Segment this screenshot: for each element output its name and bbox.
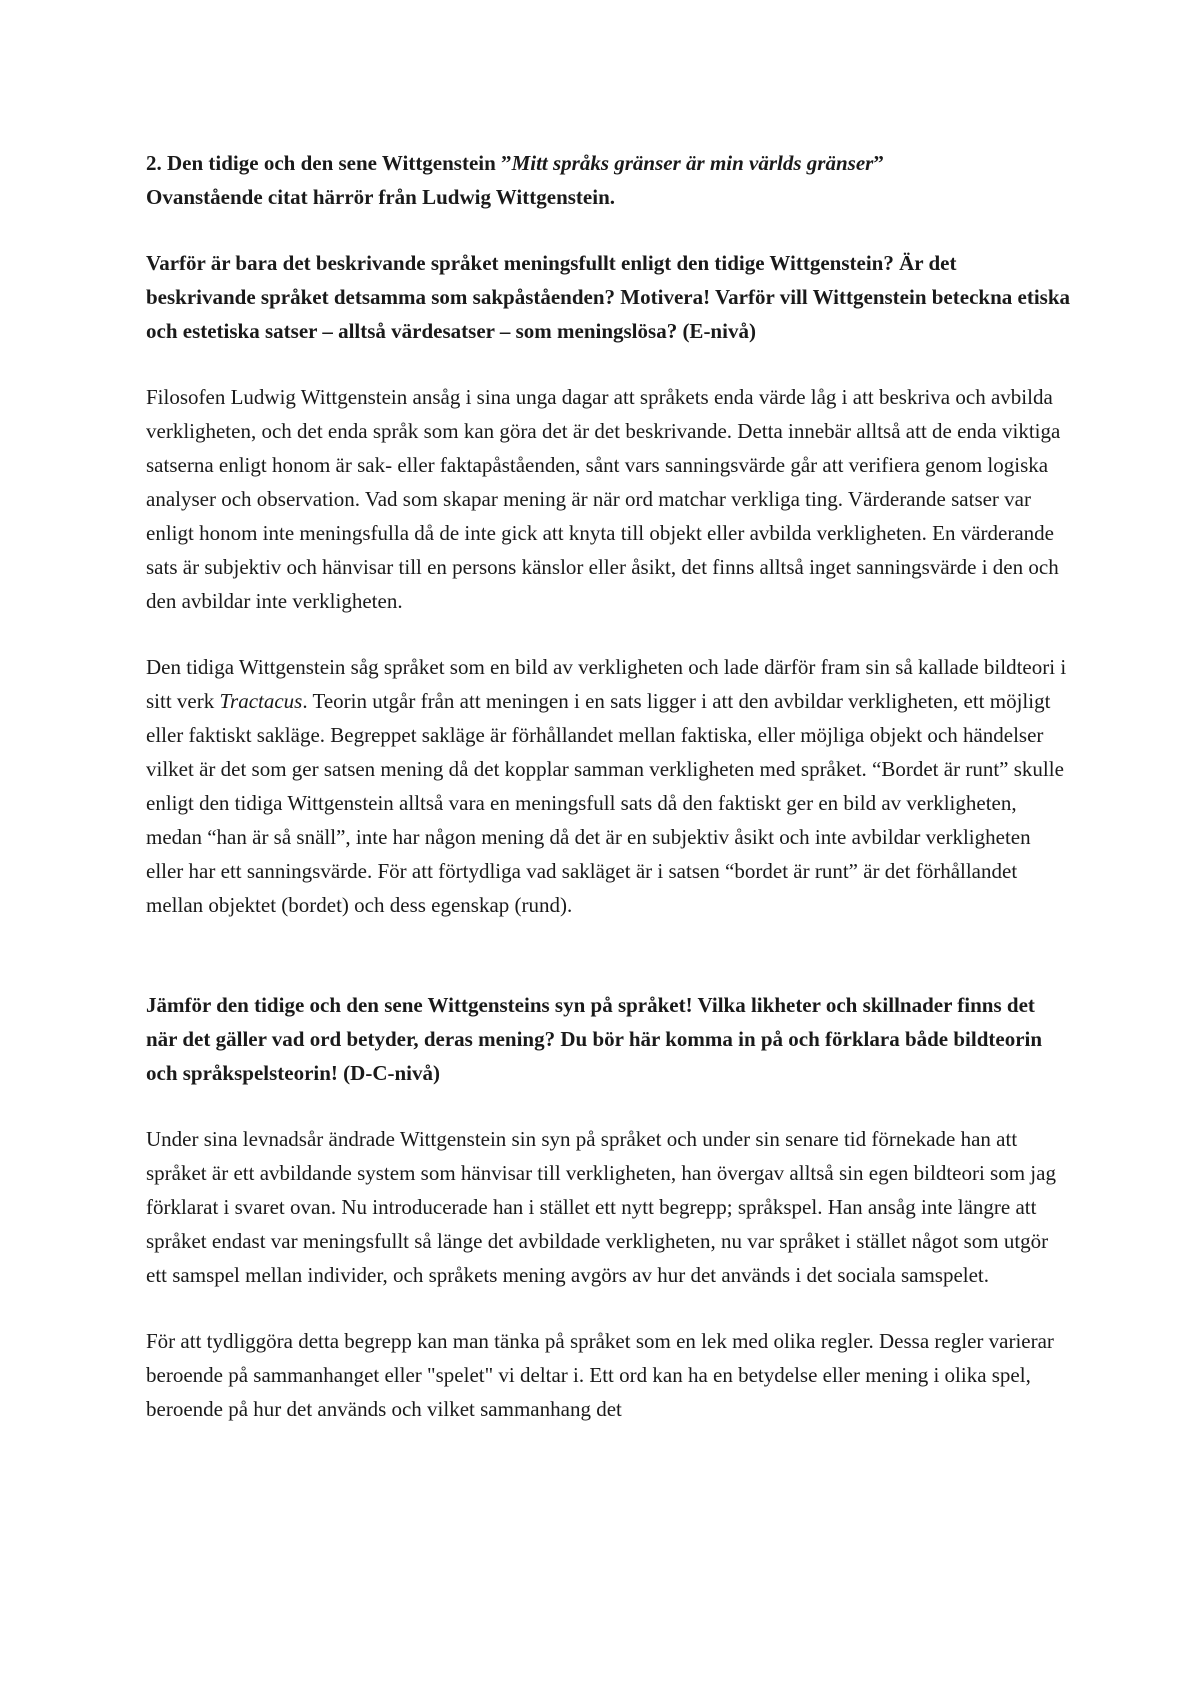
- work-title: Tractacus: [219, 689, 303, 713]
- answer-paragraph-bildteori: [146, 650, 1071, 922]
- paragraph-text-before: Den tidiga Wittgenstein såg språket som en bild av verkligheten och lade därför fram sin så kallade bildteori i sitt verk: [146, 655, 1067, 713]
- section-heading: [146, 146, 1071, 180]
- heading-quote: Mitt språks gränser är min världs gränser: [511, 151, 874, 175]
- answer-paragraph: Filosofen Ludwig Wittgenstein ansåg i sina unga dagar att språkets enda värde låg i att beskriva och avbilda verkligheten, och det enda språk som kan göra det är det beskrivande. Detta innebär alltså att de enda viktiga satserna enligt honom är sak- eller faktapåståenden, sånt vars sanningsvärde går att verifiera genom logiska analyser och observation. Vad som skapar mening är när ord matchar verkliga ting. Värderande satser var enligt honom inte meningsfulla då de inte gick att knyta till objekt eller avbilda verkligheten. En värderande sats är subjektiv och hänvisar till en persons känslor eller åsikt, det finns alltså inget sanningsvärde i den och den avbildar inte verkligheten.: [146, 385, 1061, 613]
- heading-quote-close: ”: [873, 151, 884, 175]
- heading-attribution: Ovanstående citat härrör från Ludwig Wittgenstein.: [146, 185, 616, 209]
- question-dc-level: Jämför den tidige och den sene Wittgensteins syn på språket! Vilka likheter och skillnader finns det när det gäller vad ord betyder, deras mening? Du bör här komma in på och förklara både bildteorin och språkspelsteorin! (D-C-nivå): [146, 993, 1043, 1085]
- heading-prefix: 2. Den tidige och den sene Wittgenstein ”: [146, 151, 512, 175]
- answer-paragraph-regler: För att tydliggöra detta begrepp kan man tänka på språket som en lek med olika regler. Dessa regler varierar beroende på sammanhanget eller "spelet" vi deltar i. Ett ord kan ha en betydelse eller mening i olika spel, beroende på hur det används och vilket sammanhang det: [146, 1329, 1054, 1421]
- paragraph-text-after: . Teorin utgår från att meningen i en sats ligger i att den avbildar verkligheten, ett möjligt eller faktiskt sakläge. Begreppet sakläge är förhållandet mellan faktiska, eller möjliga objekt och händelser vilket är det som ger satsen mening då det kopplar samman verkligheten med språket. “Bordet är runt” skulle enligt den tidiga Wittgenstein alltså vara en meningsfull sats då den faktiskt ger en bild av verkligheten, medan “han är så snäll”, inte har någon mening då det är en subjektiv åsikt och inte avbildar verkligheten eller har ett sanningsvärde. För att förtydliga vad sakläget är i satsen “bordet är runt” är det förhållandet mellan objektet (bordet) och dess egenskap (rund).: [146, 689, 1064, 917]
- document-page: [146, 146, 1071, 1426]
- answer-paragraph-sprakspel: Under sina levnadsår ändrade Wittgenstein sin syn på språket och under sin senare tid förnekade han att språket är ett avbildande system som hänvisar till verkligheten, han övergav alltså sin egen bildteori som jag förklarat i svaret ovan. Nu introducerade han i stället ett nytt begrepp; språkspel. Han ansåg inte längre att språket endast var meningsfullt så länge det avbildade verkligheten, nu var språket i stället något som utgör ett samspel mellan individer, och språkets mening avgörs av hur det används i det sociala samspelet.: [146, 1127, 1056, 1287]
- question-e-level: Varför är bara det beskrivande språket meningsfullt enligt den tidige Wittgenstein? Är det beskrivande språket detsamma som sakpåståenden? Motivera! Varför vill Wittgenstein beteckna etiska och estetiska satser – alltså värdesatser – som meningslösa? (E-nivå): [146, 251, 1070, 343]
